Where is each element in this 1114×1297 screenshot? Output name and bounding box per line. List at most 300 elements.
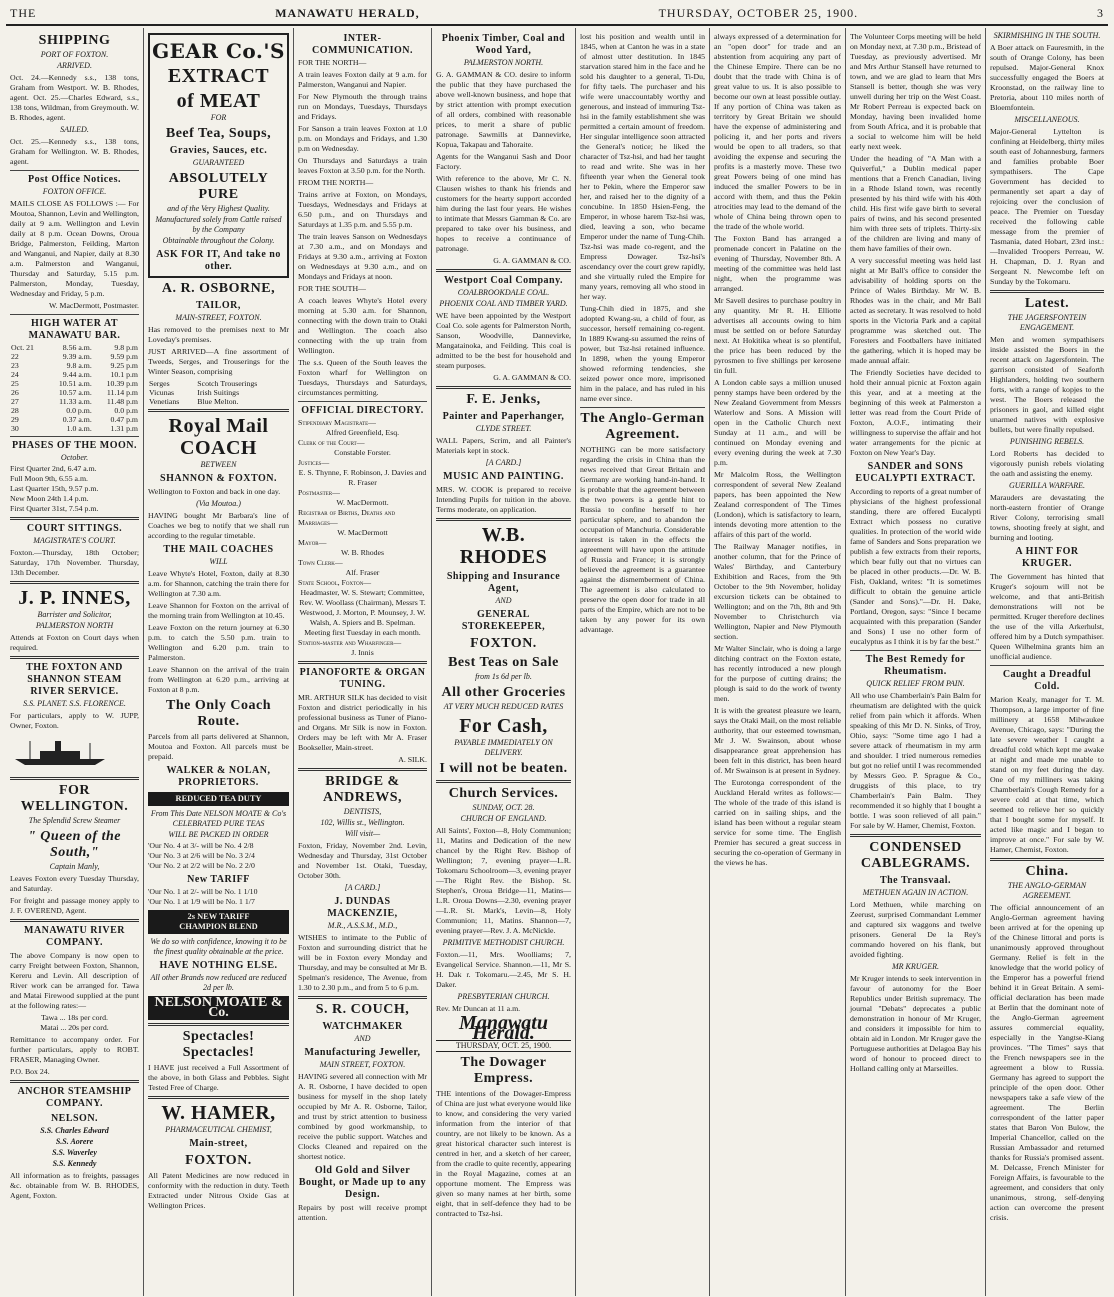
kruger-heading: MR KRUGER. bbox=[891, 962, 940, 971]
hint-heading: A HINT FOR KRUGER. bbox=[1015, 546, 1079, 569]
spectacles-heading: Spectacles! Spectacles! bbox=[182, 1029, 255, 1060]
phoenix-sub: PALMERSTON NORTH. bbox=[463, 58, 544, 67]
column-2 bbox=[144, 28, 294, 1296]
post-sign: W. MacDermott, Postmaster. bbox=[48, 301, 139, 310]
directory-name: J. Innis bbox=[351, 648, 374, 657]
inter-north-text: A train leaves Foxton daily at 9 a.m. for Palmerston, Wanganui and Napier. bbox=[298, 70, 427, 89]
tide-cell: 0.0 p.m. bbox=[66, 406, 92, 415]
rhodes-payable: PAYABLE IMMEDIATELY ON DELIVERY. bbox=[454, 738, 553, 757]
westport-text: WE have been appointed by the Westport Coal Co. sole agents for Palmerston North, Sanson, Woodville, Dannevirke, Mangatainoka, and Feilding. This coal is admitted to be the best for household and steam purposes. bbox=[436, 311, 571, 370]
moon-row: First Quarter 31st, 7.54 p.m. bbox=[10, 504, 99, 513]
couch-trade2: Manufacturing Jeweller, bbox=[304, 1047, 421, 1058]
royal-mail-mail: THE MAIL COACHES bbox=[163, 544, 274, 555]
tide-cell: 0.37 a.m. bbox=[62, 415, 92, 424]
royal-mail-sched: Leave Shannon on the arrival of the train from Wellington at 6.20 p.m., arriving at Foxton at 8 p.m. bbox=[148, 665, 289, 694]
tide-cell: 0.47 p.m bbox=[110, 415, 138, 424]
gear-advert bbox=[148, 33, 289, 278]
goods-item: Scotch Trouserings bbox=[197, 379, 258, 388]
gear-line1: EXTRACT bbox=[167, 65, 270, 87]
anglo-heading: The Anglo-German Agreement. bbox=[580, 411, 705, 442]
couch-and: AND bbox=[354, 1034, 371, 1043]
mackenzie-name: J. DUNDAS MACKENZIE, bbox=[327, 896, 398, 919]
misc-heading: MISCELLANEOUS. bbox=[1014, 115, 1080, 124]
directory-list bbox=[298, 418, 427, 658]
jenks-name: F. E. Jenks, bbox=[466, 392, 541, 407]
tide-cell: 24 bbox=[11, 370, 19, 379]
column-6 bbox=[710, 28, 846, 1296]
skirmish-text: A Boer attack on Fauresmith, in the south of Orange Colony, has been repulsed. Major-General Knox successfully engaged the Boers at Kroonstad, on the railway line to Pretoria, about 110 miles north of Bloemfontein. bbox=[990, 43, 1104, 112]
gear-made: Manufactured solely from Cattle raised by the Company bbox=[155, 215, 282, 234]
anchor-sub: NELSON. bbox=[50, 1113, 99, 1124]
westport-sub2: PHOENIX COAL AND TIMBER YARD. bbox=[439, 299, 568, 308]
royal-mail-via: (Via Moutoa.) bbox=[196, 499, 241, 508]
osborne-street: MAIN-STREET, FOXTON. bbox=[175, 313, 262, 322]
foxton-shannon-boats: S.S. PLANET. S.S. FLORENCE. bbox=[23, 699, 126, 708]
tide-row bbox=[10, 379, 139, 388]
tide-row bbox=[10, 397, 139, 406]
directory-title: Clerk of the Court— bbox=[298, 438, 365, 447]
remedy-sub: QUICK RELIEF FROM PAIN. bbox=[866, 679, 965, 688]
rhodes-beaten: I will not be beaten. bbox=[439, 761, 568, 776]
gear-quality: and of the Very Highest Quality. bbox=[167, 204, 270, 213]
river-co-text: The above Company is now open to carry Freight between Foxton, Shannon, Kereru and Levin. All description of River work can be arranged for. Tawa and Matai Firewood supplied at the punt at the following rates:— bbox=[10, 951, 139, 1010]
anchor-ship: S.S. Charles Edward bbox=[40, 1126, 109, 1135]
river-co-rate: Matai ... 20s per cord. bbox=[40, 1023, 109, 1032]
directory-name: Alfred Greenfield, Esq. bbox=[325, 428, 400, 437]
masthead-left: THE bbox=[10, 6, 37, 20]
herald-flag: Manawatu Herald. bbox=[459, 1012, 548, 1044]
tide-cell: 9.8 a.m. bbox=[66, 361, 92, 370]
directory-title: Mayor— bbox=[298, 538, 327, 547]
inter-north-text: For Sanson a train leaves Foxton at 1.0 p.m. on Mondays and Fridays, and 1.30 p.m on Wednesday. bbox=[298, 124, 427, 153]
tide-cell: 22 bbox=[11, 352, 19, 361]
methuen-text: Lord Methuen, while marching on Zeerust, surprised Commandant Lemmer and captured six waggons and twelve prisoners. General De la Rey's commando hovered on his flank, but avoided fighting. bbox=[850, 900, 981, 959]
church-heading: Church Services. bbox=[448, 786, 559, 801]
nelson-moate-new: New TARIFF bbox=[187, 874, 250, 885]
moon-row: Last Quarter 15th, 9.57 p.m. bbox=[10, 484, 99, 493]
inter-south-text: A coach leaves Whyte's Hotel every morning at 5.30 a.m. for Shannon, connecting with the down train to Otaki and Wellington. The coach also connecting with the up train from Wellington. bbox=[298, 296, 427, 355]
post-heading: Post Office Notices. bbox=[27, 174, 122, 185]
goods-item: Vicunas bbox=[149, 388, 175, 397]
church-text: All Saints', Foxton—8, Holy Communion; 11, Matins and Dedication of the new chancel by the Right Rev. Bishop of Wellington; 7, evening prayer—L.R. Tokomaru Schoolroom—3, evening prayer—The Right Rev. the Bishop. St. Stephen's, Oroua Bridge—11, Matins—L.R. Oroua Downs—2.30, evening prayer—L.R. St. Mark's, Levin—8, Holy Communion; 11, Matins. Shannon—7, evening prayer—Rev. J. A. McNickle. bbox=[436, 826, 571, 935]
rhodes-groc-sub: AT VERY MUCH REDUCED RATES bbox=[443, 702, 564, 711]
column-4 bbox=[432, 28, 576, 1296]
tide-cell: 1.0 a.m. bbox=[66, 424, 92, 433]
tea-price-row: 'Our No. 4 at 3/- will be No. 4 2/8 bbox=[148, 841, 254, 850]
tide-cell: 8.56 a.m. bbox=[62, 343, 92, 352]
jenks-street: CLYDE STREET. bbox=[475, 424, 532, 433]
page-masthead bbox=[6, 6, 1108, 26]
gear-name: GEAR Co.'S bbox=[152, 39, 285, 63]
anchor-ship: S.S. Aorere bbox=[55, 1137, 94, 1146]
directory-name: W. MacDermott. bbox=[336, 498, 389, 507]
hamer-trade: PHARMACEUTICAL CHEMIST, bbox=[165, 1125, 272, 1134]
anglo-text: NOTHING can be more satisfactory regarding the crisis in China than the news received that Great Britain and Germany are working hand-in-hand. It is probable that the agreement between the two powers is a gentle hint to Russia to confine herself to her particular sphere, and to abandon the occupation of Manchuria. Considerable interest is taken in the effects the agreement will have upon the attitude of Russia and France; it is strongly believed the agreement is a guarantee against the dismemberment of China. The agreement is also calculated to preserve the open door for trade in all parts of the Empire, which are not to be taken by any power for its own advantage. bbox=[580, 445, 705, 634]
tide-cell: 9.39 a.m. bbox=[62, 352, 92, 361]
foxton-shannon-heading: THE FOXTON AND SHANNON STEAM RIVER SERVICE. bbox=[26, 662, 123, 697]
news-paragraph: It is with the greatest pleasure we learn, says the Otaki Mail, on the most reliable authority, that our esteemed townsman, Mr J. W. Swainson, about whose disappearance great apprehension has been felt in this district, has been heard of. Mr Swainson is at present in Sydney. bbox=[714, 706, 841, 775]
court-text: Foxton.—Thursday, 18th October; Saturday, 17th November. Thursday, 13th December. bbox=[10, 548, 139, 577]
rhodes-line1: Shipping and Insurance Agent, bbox=[446, 571, 561, 594]
osborne-goods bbox=[148, 379, 289, 406]
china-heading: China. bbox=[1025, 864, 1069, 879]
phoenix-text2: With reference to the above, Mr C. N. Clausen wishes to thank his friends and customers for the hearty support accorded him during the last four years. He wishes to intimate that Messrs Gamman & Co. are prepared to take over his business, and hopes to receive a continuance of patronage. bbox=[436, 174, 571, 253]
methodist-text: Foxton.—11, Mrs. Woolliams; 7, Evangelical Service. Shannon.—11, Mr S. H. Dak r. Tokomaru.—2.45, Mr S. H. Daker. bbox=[436, 950, 571, 989]
moon-row: New Moon 24th 1.4 p.m. bbox=[10, 494, 89, 503]
piano-sign: A. SILK. bbox=[398, 755, 427, 764]
westport-heading: Westport Coal Company. bbox=[443, 275, 564, 286]
bridge-heading: BRIDGE & ANDREWS, bbox=[322, 774, 403, 805]
goods-item: Venetians bbox=[149, 397, 180, 406]
foxton-shannon-text: For particulars, apply to W. JUPP, Owner, Foxton. bbox=[10, 711, 139, 730]
news-paragraph: The Foxton Band has arranged a promenade concert in Palatine on the evening of Thursday, November 8th. A meeting of the committee was held last night, when the programme was arranged. bbox=[714, 234, 841, 293]
nelson-moate-logo: NELSON MOATE & Co. bbox=[148, 996, 289, 1020]
phoenix-text: G. A. GAMMAN & CO. desire to inform the public that they have purchased the above well-known business, and hope that by strict attention with prompt execution of all orders, combined with reasonable prices, to merit a share of public patronage. Sawmills at Dannevirke, Kopua, Takapau and Tahoraite. bbox=[436, 70, 571, 149]
champion-tariff: NEW TARIFF bbox=[197, 912, 250, 921]
hamer-street: Main-street, bbox=[189, 1138, 248, 1149]
tea-price-row: 'Our No. 2 at 2/2 will be No. 2 2/0 bbox=[148, 861, 255, 870]
spectacles-text: I HAVE just received a Full Assortment of the above, in both Glass and Pebbles. Sight Tested Free of Charge. bbox=[148, 1063, 289, 1092]
tide-cell: 11.48 p.m bbox=[106, 397, 138, 406]
masthead-page: 3 bbox=[1096, 6, 1104, 20]
rhodes-line2: GENERAL STOREKEEPER, bbox=[461, 609, 546, 632]
river-co-rate: Tawa ... 18s per cord. bbox=[40, 1013, 108, 1022]
tide-cell: 26 bbox=[11, 388, 19, 397]
rhodes-town: FOXTON. bbox=[470, 636, 537, 651]
inter-heading: INTER-COMMUNICATION. bbox=[312, 33, 413, 56]
remedy-heading: The Best Remedy for Rheumatism. bbox=[865, 654, 966, 677]
directory-heading: OFFICIAL DIRECTORY. bbox=[301, 405, 424, 416]
royal-mail-proprietors: WALKER & NOLAN, PROPRIETORS. bbox=[166, 765, 271, 788]
guerilla-text: Marauders are devastating the north-eastern frontier of Orange River Colony, terrorising small towns, shooting freely at sight, and burning and looting. bbox=[990, 493, 1104, 542]
champion-blend: CHAMPION BLEND bbox=[179, 922, 258, 931]
tide-cell: 10.51 a.m. bbox=[58, 379, 92, 388]
innes-title: Barrister and Solicitor, bbox=[37, 610, 112, 619]
tea-price-row: 'Our No. 1 at 2/- will be No. 1 1/10 bbox=[148, 887, 258, 896]
phoenix-agents: Agents for the Wanganui Sash and Door Factory. bbox=[436, 152, 571, 171]
herald-date: THURSDAY, OCT. 25, 1900. bbox=[436, 1040, 571, 1052]
sailed-text: Oct. 25.—Kennedy s.s., 138 tons, Graham for Wellington. W. B. Rhodes, agent. bbox=[10, 137, 139, 166]
innes-place: PALMERSTON NORTH bbox=[35, 621, 114, 630]
tides-heading: HIGH WATER AT MANAWATU BAR. bbox=[28, 318, 121, 341]
shipping-port: PORT OF FOXTON. bbox=[40, 50, 109, 59]
hamer-town: FOXTON. bbox=[185, 1153, 252, 1168]
royal-mail-will: WILL bbox=[209, 557, 228, 566]
tea-price-row: 'Our No. 3 at 2/6 will be No. 3 2/4 bbox=[148, 851, 255, 860]
for-wellington-heading: FOR WELLINGTON. bbox=[20, 783, 129, 814]
gear-line4: Gravies, Sauces, etc. bbox=[169, 145, 268, 156]
cold-text: Marion Kealy, manager for T. M. Thompson, a large importer of fine millinery at 1658 Milwaukee Avenue, Chicago, says: "During the late severe weather I caught a dreadful cold which kept me awake at night and made me unable to stand on my feet during the day. One of my milliners was taking Chamberlain's Cough Remedy for a severe cold at that time, which seemed to relieve her so quickly that I bought some for myself. It acted like magic and I began to improve at once." For sale by W. Hamer, Chemist, Foxton. bbox=[990, 695, 1104, 854]
goods-item: Serges bbox=[149, 379, 170, 388]
church-date: SUNDAY, OCT. 28. bbox=[472, 803, 535, 812]
for-wellington-captain: Captain Manly, bbox=[49, 862, 100, 871]
osborne-trade: TAILOR, bbox=[196, 300, 241, 311]
anchor-ship: S.S. Waverley bbox=[52, 1148, 97, 1157]
tide-cell: 11.14 p.m bbox=[106, 388, 138, 397]
tide-cell: 25 bbox=[11, 379, 19, 388]
condensed-heading: CONDENSED CABLEGRAMS. bbox=[860, 840, 971, 871]
couch-repairs: Repairs by post will receive prompt attention. bbox=[298, 1203, 427, 1222]
nelson-moate-note: We do so with confidence, knowing it to be the finest quality obtainable at the price. bbox=[150, 937, 287, 956]
news-paragraph: Mr Walter Sinclair, who is doing a large ditching contract on the Foxton estate, has recently introduced a new plough for the purpose of cutting drains; the plough is said to do the work of twenty men. bbox=[714, 644, 841, 703]
river-co-heading: MANAWATU RIVER COMPANY. bbox=[24, 925, 125, 948]
directory-name: Headmaster, W. S. Stewart; Committee, Rev. W. Woollass (Chairman), Messrs T. Westwood, J. Morton, P. Mounsey, J. W. Walsh, A. Spiers and B. Spelman. Meeting first Tuesday in each month. bbox=[299, 588, 426, 637]
tide-row bbox=[10, 406, 139, 415]
gear-line2: of MEAT bbox=[176, 90, 261, 112]
column-3 bbox=[294, 28, 432, 1296]
tea-price-row: 'Our No. 1 at 1/9 will be No. 1 1/7 bbox=[148, 897, 255, 906]
anchor-text: All information as to freights, passages &c. obtainable from W. B. RHODES, Agent, Foxton. bbox=[10, 1171, 139, 1200]
mackenzie-text: WISHES to intimate to the Public of Foxton and surrounding district that he will be in Foxton every Monday and Thursday, and may be consulted at Mr B. Spelman's residence, The Avenue, from 1.30 to 2.30 p.m., and from 5 to 6 p.m. bbox=[298, 933, 427, 992]
column-7 bbox=[846, 28, 986, 1296]
anchor-heading: ANCHOR STEAMSHIP COMPANY. bbox=[17, 1086, 132, 1109]
tide-cell: 9.59 p.m bbox=[110, 352, 138, 361]
news-paragraph: The Eurotonga correspondent of the Auckland Herald writes as follows:—The whole of the trade of this island is carried on in sailing ships, and the island has been without a regular steam service for some time. The English Premier has secured a great success in securing the co-operation of Germany in the views he has. bbox=[714, 778, 841, 867]
news-paragraph: A London cable says a million unused penny stamps have been ordered by the New Zealand Government from Messrs Waterlow and Sons. A Mission will open in the Catholic Church next Sunday at 11 a.m., and will be continued on Monday evening and every evening during the week at 7.30 p.m. bbox=[714, 378, 841, 467]
inter-from-north-text: Trains arrive at Foxton, on Mondays, Tuesdays, Wednesdays and Fridays at 6.50 p.m., and on Thursdays and Saturdays at 1.35 p.m. and 5.55 p.m. bbox=[298, 190, 427, 229]
music-text: MRS. W. COOK is prepared to receive Intending Pupils for tuition in the above. Terms moderate, on application. bbox=[436, 485, 571, 514]
gear-line3: Beef Tea, Soups, bbox=[165, 126, 272, 141]
mackenzie-quals: M.R., A.S.S.M., M.D., bbox=[327, 921, 398, 930]
moon-row: First Quarter 2nd, 6.47 a.m. bbox=[10, 464, 97, 473]
news-paragraph: always expressed of a determination for an "open door" for trade and an abstention from acquiring any part of the Chinese Empire. There can be no doubt that the trade with China is of great value to us. It is also possible to become our own at least possible outlay. If any portion of China was taken as territory by Great Britain we should have the expense of administering and policing it, and her ports and rivers would be open to all traders, so that avoiding the expense and securing the profits is a masterly move. These two great Powers being of one mind has induced the smaller Powers to be in accord with them, and thus the Pekin atrocities may lead to the demand of the whole of China being thrown open to the trade of the whole world. bbox=[714, 32, 841, 231]
bridge-will: Will visit— bbox=[344, 829, 381, 838]
jagers-text: Men and women sympathisers inside assisted the Boers in the recent attack on Jagersfontein. The garrison consisted of Seaforth Highlanders, holding two southern forts, with a range of kopjes to the west. The Boers released the prisoners in gaol, and killed eight unarmed natives with explosive bullets, but were finally repulsed. bbox=[990, 335, 1104, 434]
tide-table bbox=[10, 343, 139, 433]
steamship-icon bbox=[10, 737, 110, 767]
royal-mail-text1: Wellington to Foxton and back in one day. bbox=[148, 487, 281, 496]
royal-mail-between: BETWEEN bbox=[200, 460, 237, 469]
church-sub: CHURCH OF ENGLAND. bbox=[460, 814, 547, 823]
nelson-moate-all: All other Brands now reduced are reduced 2d per lb. bbox=[150, 973, 287, 992]
tide-row bbox=[10, 361, 139, 370]
card-label: [A CARD.] bbox=[485, 458, 522, 467]
column-5 bbox=[576, 28, 710, 1296]
post-text: MAILS CLOSE AS FOLLOWS :— For Moutoa, Shannon, Levin and Wellington, daily at 9 a.m. Wellington and Levin daily at 8 p.m. Ocean Downs, Oroua Bridge, Palmerston, Feilding, Marton and Wanganui, and Napier, daily at 8.30 a.m. Palmerston and Wanganui, Thursday and Saturday, 5.15 p.m. Palmerston, Monday, Tuesday, Wednesday and Friday, 5 p.m. bbox=[10, 199, 139, 298]
column-1 bbox=[6, 28, 144, 1296]
card-label: [A CARD.] bbox=[344, 883, 381, 892]
news-paragraph: Mr Savell desires to purchase poultry in any quantity. Mr R. H. Elliotte advertises all accounts owing to him must be settled on or before Saturday next. At Hokitika wheat is so plentiful, the price has been reduced by the pyrosmen to five shillings per kerosene tin full. bbox=[714, 296, 841, 375]
inter-from-north: FROM THE NORTH— bbox=[298, 178, 374, 187]
kruger-text: Mr Kruger intends to seek intervention in favour of autonomy for the Boer Republics under British supremacy. The journal "Debats" deprecates a public demonstration in honour of Mr Kruger, and considers it impossible for him to obtain aid in London. Mr Kruger gave the Portuguese authorities at Delagoa Bay his word of honour to proceed direct to Holland calling only at Marseilles. bbox=[850, 974, 981, 1073]
tide-cell: 9.44 a.m. bbox=[62, 370, 92, 379]
punish-text: Lord Roberts has decided to vigorously punish rebels violating the oath and assisting the enemy. bbox=[990, 449, 1104, 478]
remedy-text: All who use Chamberlain's Pain Balm for rheumatism are delighted with the quick relief from pain which it affords. When speaking of this Mr D. N. Sinks, of Troy, Ohio, says: "Some time ago I had a severe attack of rheumatism in my arm and shoulder. I tried numerous remedies but got no relief until I was recommended by Messrs Geo. P. Sprague & Co., druggists of this place, to try Chamberlain's Pain Balm. They recommended it so highly that I bought a bottle. I was soon relieved of all pain." For sale by W. Hamer, Chemist, Foxton. bbox=[850, 691, 981, 830]
tide-cell: 9.8 p.m bbox=[114, 343, 138, 352]
court-sub: MAGISTRATE'S COURT. bbox=[33, 536, 116, 545]
nelson-moate-banner: REDUCED TEA DUTY bbox=[148, 792, 289, 806]
dowager-text: THE intentions of the Dowager-Empress of China are just what everyone would like to know, and considering the very varied information from the interior of that country, are not likely to be known. As a great historical character such interest is centred in her, and a sketch of her career, from the cradle to quite recently, appearing in the Royal Magazine, comes at an opportune moment. The Empress was given so many names at her birth, some eight, that in self-defence they had to be contracted to Tsz-hsi. bbox=[436, 1089, 571, 1218]
rhodes-groc: All other Groceries bbox=[441, 685, 566, 700]
gear-obtain: Obtainable throughout the Colony. bbox=[162, 236, 275, 245]
osborne-name: A. R. OSBORNE, bbox=[161, 281, 276, 296]
directory-name: Constable Forster. bbox=[334, 448, 391, 457]
presby-heading: PRESBYTERIAN CHURCH. bbox=[457, 992, 550, 1001]
couch-gold: Old Gold and Silver Bought, or Made up to any Design. bbox=[298, 1165, 427, 1200]
methodist-heading: PRIMITIVE METHODIST CHURCH. bbox=[442, 938, 565, 947]
directory-name: W. MacDermott bbox=[337, 528, 388, 537]
royal-mail-text2: HAVING bought Mr Barbara's line of Coaches we beg to notify that we shall run according to the regular timetable. bbox=[148, 511, 289, 540]
sailed-label: SAILED. bbox=[60, 125, 89, 134]
directory-title: Town Clerk— bbox=[298, 558, 343, 567]
directory-title: Station-master and Wharfinger— bbox=[298, 638, 402, 647]
dowager-continued-2: Tung-Chih died in 1875, and she adopted Kwang-su, a child of four, as successor, herself remaining co-regent. In 1889 Kwang-su assumed the reins of power, but Tsz-hsi retained influence. In 1898, when the young Emperor showed reforming tendencies, she seized power once more, imprisoned him in the palace, and has ruled in his name ever since. bbox=[580, 304, 705, 403]
tide-cell: 0.0 p.m bbox=[114, 406, 138, 415]
phoenix-sign: G. A. GAMMAN & CO. bbox=[493, 256, 571, 265]
transvaal-heading: The Transvaal. bbox=[879, 875, 952, 886]
news-paragraph: Under the heading of "A Man with a Quiverful," a Dublin medical paper mentions that a French Canadian, living in a Rhode Island town, was recently presented by his third wife with his 40th child. His first wife gave birth to several pairs of twins, and his second presented him with three sets of triplets. Thirty-six of the children are living and many of them have families of their own. bbox=[850, 154, 981, 253]
goods-item: Irish Suitings bbox=[197, 388, 240, 397]
innes-text: Attends at Foxton on Court days when required. bbox=[10, 633, 139, 652]
moon-heading: PHASES OF THE MOON. bbox=[11, 440, 138, 451]
latest-heading: Latest. bbox=[1024, 296, 1070, 311]
piano-heading: PIANOFORTE & ORGAN TUNING. bbox=[299, 667, 426, 690]
cold-heading: Caught a Dreadful Cold. bbox=[1002, 669, 1092, 692]
directory-title: State School, Foxton— bbox=[298, 578, 372, 587]
sander-heading: SANDER and SONS EUCALYPTI EXTRACT. bbox=[855, 461, 976, 484]
methuen-heading: METHUEN AGAIN IN ACTION. bbox=[862, 888, 969, 897]
royal-mail-sched: Leave Shannon for Foxton on the arrival of the morning train from Wellington at 10.45. bbox=[148, 601, 289, 620]
court-heading: COURT SITTINGS. bbox=[26, 523, 123, 534]
gear-for: FOR bbox=[210, 113, 227, 122]
royal-mail-route: SHANNON & FOXTON. bbox=[160, 473, 277, 484]
directory-name: W. B. Rhodes bbox=[340, 548, 385, 557]
inter-north-text: On Thursdays and Saturdays a train leaves Foxton at 3.50 p.m. for the North. bbox=[298, 156, 427, 175]
tide-row bbox=[10, 352, 139, 361]
for-wellington-apply: For freight and passage money apply to J. F. OVEREND, Agent. bbox=[10, 896, 139, 915]
tide-cell: 10.39 p.m bbox=[106, 379, 138, 388]
for-wellington-ship: " Queen of the South," bbox=[28, 829, 121, 860]
nelson-moate-nothing: HAVE NOTHING ELSE. bbox=[159, 960, 278, 971]
osborne-text2: JUST ARRIVED—A fine assortment of Tweeds, Serges, and Trouserings for the Winter Season, comprising bbox=[148, 347, 289, 376]
osborne-text1: Has removed to the premises next to Mr Loveday's premises. bbox=[148, 325, 289, 344]
tide-cell: 11.33 a.m. bbox=[59, 397, 92, 406]
dowager-continued: lost his position and wealth until in 1845, when at Canton he was in a state of almost utter destitution. In 1845 starvation stared him in the face and he sold his daughter to a general, Ti-Du, for fifty taels. The purchaser and his wife were unaccountably worthy and generous, and instead of immuring Tsz-hsi in the family establishment she was permitted a certain amount of freedom. Her singular intelligence soon attracted the General's notice; he liked the character of Tsz-hsi, and had her taught to read and write. She was in her fifteenth year when the General took her to Pekin, where the Emperor saw her, and raised her to the dignity of a concubine. In 1850 Hsien-Feng, the Emperor, in whose harem Tsz-hsi was, died, leaving a son, who became Emperor under the name of Tung-Chih. Tsz-hsi was made co-regent, and the Empress Dowager. Tsz-hsi's ascendancy over the court grew rapidly, and she virtually ruled the Empire for many years, removing all who stood in her way. bbox=[580, 32, 705, 301]
couch-name: S. R. COUCH, bbox=[315, 1002, 410, 1017]
skirmish-heading: SKIRMISHING IN THE SOUTH. bbox=[993, 31, 1101, 40]
tide-cell: 29 bbox=[11, 415, 19, 424]
nelson-moate-sub: From This Date NELSON MOATE & Co's CELEBRATED PURE TEAS bbox=[150, 809, 287, 828]
westport-sub: COALBROOKDALE COAL. bbox=[457, 288, 550, 297]
directory-name: E. S. Thynne, F. Robinson, J. Davies and R. Fraser bbox=[298, 468, 427, 487]
westport-sign: G. A. GAMMAN & CO. bbox=[493, 373, 571, 382]
moon-month: October. bbox=[60, 453, 89, 462]
news-paragraph: The Railway Manager notifies, in another column, that for the Prince of Wales' Birthday, and Canterbury Exhibition and Races, from the 9th October to the 9th November, holiday excursion tickets can be obtained to Wellington; and on the 7th, 8th and 9th November to Christchurch via Wellington, Napier and New Plymouth section. bbox=[714, 542, 841, 641]
moon-row: Full Moon 9th, 6.55 a.m. bbox=[10, 474, 88, 483]
tide-cell: 30 bbox=[11, 424, 19, 433]
royal-mail-parcels: Parcels from all parts delivered at Shannon, Moutoa and Foxton. All parcels must be prepaid. bbox=[148, 732, 289, 761]
couch-trade: WATCHMAKER bbox=[322, 1021, 403, 1032]
piano-text: MR. ARTHUR SILK has decided to visit Foxton and district periodically in his professional business as Tuner of Piano- and Organs. Mr Silk is now in Foxton. Orders may be left with Mr A. Fraser Bookseller, Main-street. bbox=[298, 693, 427, 752]
post-sub: FOXTON OFFICE. bbox=[42, 187, 107, 196]
innes-name: J. P. INNES, bbox=[18, 587, 131, 609]
gear-guaranteed: GUARANTEED bbox=[192, 158, 245, 167]
tide-row bbox=[10, 388, 139, 397]
news-paragraph: Mr Malcolm Ross, the Wellington correspondent of several New Zealand papers, has been appointed the New Zealand correspondent of The Times (London), which is satisfactory to learn, intends devoting more attention to the affairs of this part of the world. bbox=[714, 470, 841, 539]
punish-heading: PUNISHING REBELS. bbox=[1009, 437, 1085, 446]
inter-south-text: The s.s. Queen of the South leaves the Foxton wharf for Wellington on Tuesdays, Thursdays and Saturdays, circumstances permitting. bbox=[298, 358, 427, 397]
royal-mail-sched: Leave Whyte's Hotel, Foxton, daily at 8.30 a.m. for Shannon, catching the train there for Wellington at 7.30 a.m. bbox=[148, 569, 289, 598]
guerilla-heading: GUERILLA WARFARE. bbox=[1008, 481, 1086, 490]
inter-south: FOR THE SOUTH— bbox=[298, 284, 366, 293]
inter-north-text: For New Plymouth the through trains run on Mondays, Tuesdays, Thursdays and Fridays. bbox=[298, 92, 427, 121]
rhodes-teas-sub: from 1s 6d per lb. bbox=[475, 672, 532, 681]
tide-cell: 27 bbox=[11, 397, 19, 406]
inter-from-north-text: The train leaves Sanson on Wednesdays at 7.30 a.m., and on Mondays and Fridays at 9.30 a.m., arriving at Foxton on Wednesdays at 9.30 a.m., and on Mondays and Fridays at noon. bbox=[298, 232, 427, 281]
directory-title: Postmaster— bbox=[298, 488, 340, 497]
jagers-heading: THE JAGERSFONTEIN ENGAGEMENT. bbox=[1007, 313, 1087, 332]
jenks-text: WALL Papers, Scrim, and all Painter's Materials kept in stock. bbox=[436, 436, 571, 455]
royal-mail-heading: Royal Mail COACH bbox=[168, 415, 269, 459]
nelson-moate-reduced: WILL BE PACKED IN ORDER bbox=[168, 830, 269, 839]
gear-pure: ABSOLUTELY PURE bbox=[168, 171, 269, 202]
arrived-label: ARRIVED. bbox=[57, 61, 92, 70]
couch-text: HAVING severed all connection with Mr A. R. Osborne, I have decided to open business for myself in the shop lately occupied by Mr A. R. Osborne, Tailor, and trust by strict attention to business combined by good workmanship, to receive the public support. Watches and Clocks Cleaned and repaired on the shortest notice. bbox=[298, 1072, 427, 1161]
dowager-heading: The Dowager Empress. bbox=[460, 1055, 547, 1086]
shipping-heading: SHIPPING bbox=[38, 33, 111, 48]
tide-cell: 10.1 p.m bbox=[110, 370, 138, 379]
champion-price: 2s bbox=[187, 912, 195, 921]
for-wellington-text: Leaves Foxton every Tuesday Thursday, and Saturday. bbox=[10, 874, 139, 893]
bridge-text: Foxton, Friday, November 2nd. Levin, Wednesday and Thursday, 31st October and November 1st. Otaki, Tuesday, October 30th. bbox=[298, 841, 427, 880]
hamer-text: All Patent Medicines are now reduced in conformity with the reduction in duty. Teeth Extracted under Nitrous Oxide Gas at Wellington Prices. bbox=[148, 1171, 289, 1210]
news-paragraph: The Friendly Societies have decided to hold their annual picnic at Foxton again this year, and at a meeting at the beginning of this week at Palmerston a letter was read from the Court Pride of Foxton, A.O.F., intimating their willingness to supervise the affair and hot water arrangements for the picnic at Foxton on New Year's Day. bbox=[850, 368, 981, 457]
couch-street: MAIN STREET, FOXTON. bbox=[319, 1060, 406, 1069]
rhodes-cash: For Cash, bbox=[459, 715, 548, 737]
tide-row bbox=[10, 415, 139, 424]
hint-text: The Government has hinted that Kruger's sojourn will not be welcome, and that anti-British demonstrations will not be permitted. Kruger therefore declines the use of the villa Arkerhulst, offered him by a Dutch sympathiser. Queen Wilhelmina grants him an unofficial audience. bbox=[990, 572, 1104, 661]
tide-row bbox=[10, 424, 139, 433]
tide-row bbox=[10, 370, 139, 379]
music-heading: MUSIC AND PAINTING. bbox=[443, 471, 564, 482]
river-co-box: P.O. Box 24. bbox=[10, 1067, 50, 1076]
tide-cell: Oct. 21 bbox=[11, 343, 34, 352]
news-paragraph: The Volunteer Corps meeting will be held on Monday next, at 7.30 p.m., Bristead of Tuesday, as previously advertised. Mr and Mrs Arthur Stansell have returned to town, and we are glad to learn that Mrs Stansell is better, though she was very unwell during her trip on the West Coast. Mr Robert Perreau is expected back on Monday, having been invalided home from South Africa, and it is probable that a social to welcome him will be held early next week. bbox=[850, 32, 981, 151]
anchor-ship: S.S. Kennedy bbox=[52, 1159, 97, 1168]
for-wellington-sub: The Splendid Screw Steamer bbox=[28, 816, 121, 825]
tide-cell: 28 bbox=[11, 406, 19, 415]
bridge-sub: DENTISTS, bbox=[343, 807, 382, 816]
royal-mail-sched: Leave Foxton on the return journey at 6.30 p.m. to catch the 5.50 p.m. train to Wellington and 6.20 p.m. train to Palmerston. bbox=[148, 623, 289, 662]
river-co-remit: Remittance to accompany order. For further particulars, apply to ROBT. FRASER, Managing Owner. bbox=[10, 1035, 139, 1064]
directory-title: Stipendiary Magistrate— bbox=[298, 418, 376, 427]
directory-title: Justices— bbox=[298, 458, 330, 467]
tide-cell: 9.25 p.m bbox=[110, 361, 138, 370]
presby-text: Rev. Mr Duncan at 11 a.m. bbox=[436, 1004, 521, 1013]
news-paragraph: A very successful meeting was held last night at Mr Ball's office to consider the advisability of holding sports on the Prince of Wales Birthday. Mr W. B. Rhodes was in the chair, and Mr Ball acted as secretary. It was resolved to hold sports in the Victoria Park and a capital programme was sketched out. The Foresters and Footballers have initiated the gathering, which it is hoped may be made annual affair. bbox=[850, 256, 981, 365]
masthead-date: THURSDAY, OCTOBER 25, 1900. bbox=[658, 6, 859, 20]
directory-name: Alf. Fraser bbox=[345, 568, 380, 577]
china-text: The official announcement of an Anglo-German agreement having been arrived at for the opening up of the Chinese littoral and ports is unanimously approved throughout Germany. Relief is felt in the knowledge that the world policy of the Emperor has a powerful friend behind it in Great Britain. A semi-official declaration has been made at Berlin that the dominant note of the Anglo-German agreement assures commercial equality, especially in the Yangtse-Kiang provinces. "The Times" says that the French newspapers see in the agreement a blow to Russia. Germany has agreed to support the principle of the open door. Other newspapers take a safe view of the agreement. The Berlin correspondent of the latter paper states that Baron Von Bulow, the Imperial Chancellor, called on the Russian Ambassador and returned thanks for Russia's promised assent. M. Delcasse, French Minister for Foreign Affairs, is favourable to the agreement, and considers that only unanimous, strong, self-denying action can overcome the present crisis. bbox=[990, 903, 1104, 1222]
tide-cell: 23 bbox=[11, 361, 19, 370]
china-sub: THE ANGLO-GERMAN AGREEMENT. bbox=[1007, 881, 1087, 900]
rhodes-teas: Best Teas on Sale bbox=[448, 655, 559, 670]
arrived-text: Oct. 24.—Kennedy s.s., 138 tons, Graham from Westport. W. B. Rhodes, agent. Oct. 25.—Charles Edward, s.s., 138 tons, Wildman, from Greymouth. W. B. Rhodes, agent. bbox=[10, 73, 139, 122]
goods-item: Blue Melton. bbox=[197, 397, 239, 406]
tide-cell: 10.57 a.m. bbox=[58, 388, 92, 397]
inter-north: FOR THE NORTH— bbox=[298, 58, 367, 67]
hamer-name: W. HAMER, bbox=[161, 1102, 276, 1124]
misc-text: Major-General Lyttelton is confining at Heidelberg, thirty miles south east of Johannesburg, farmers and families probable Boer sympathisers. The Cape Government has decided to permanently set apart a day of rejoicing over the conclusion of peace. The Premier on Tuesday received the following cable message from the premier of Tasmania, dated Hobart, 23rd inst.:—Invalided Troopers Perreau, W. H. Chapman, D. J. Ryan and Sergeant N. Newcombe left on Sunday by the Tokomaru. bbox=[990, 127, 1104, 286]
column-8 bbox=[986, 28, 1108, 1296]
bridge-addr: 102, Willis st., Wellington. bbox=[320, 818, 405, 827]
jenks-trade: Painter and Paperhanger, bbox=[442, 411, 565, 422]
directory-title: Registrar of Births, Deaths and Marriages— bbox=[298, 508, 396, 527]
sander-text: According to reports of a great number of physicians of the highest professional standing, there are offered Eucalypti Extract which possess no curative qualities. In protection of the world wide fame of Sanders and Sons preparation we publish a few extracts from their reports, which bear fully out that no virtues can be placed in other products.—Dr. W. B. Fish, Oakland, writes: "It is sometimes difficult to obtain the genuine article (Sander and Sons)."—Dr. H. Dake, Portland, Oregon, says: "Since I became acquainted with this preparation (Sander and Sons) I use no other form of eucalyptus as I think it is by far the best." bbox=[850, 487, 981, 646]
gear-ask: ASK FOR IT, And take no other. bbox=[156, 249, 281, 272]
rhodes-name: W.B. RHODES bbox=[459, 524, 548, 568]
tide-row bbox=[10, 343, 139, 352]
